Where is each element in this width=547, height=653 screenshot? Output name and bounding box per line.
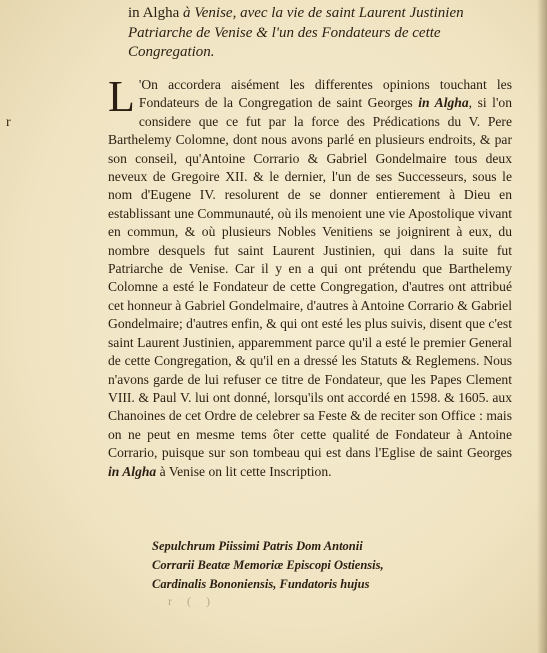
heading-line1-roman: in Algha — [128, 5, 183, 21]
faint-foot-marks: r ( ) — [168, 594, 216, 608]
heading-line1-italic: à Venise, avec la vie de saint Laurent Justinien — [183, 5, 464, 21]
body-italic-place2: in Algha — [108, 463, 157, 479]
heading-line2: Patriarche de Venise & l'un des Fondateurs de cette — [128, 24, 441, 41]
drop-cap: L — [108, 72, 135, 121]
inscription-line2: Corrarii Beatæ Memoriæ Episcopi Ostiensis, — [152, 558, 384, 572]
body-text-part1: 'On accordera aisément les differentes opinions touchant les Fondateurs de la Congregation de saint Georges — [138, 77, 512, 111]
latin-inscription — [152, 537, 452, 594]
body-italic-place1: in Algha — [418, 95, 469, 111]
margin-mark: r — [6, 115, 11, 130]
chapter-heading — [128, 4, 528, 63]
body-text-part2: , si l'on considere que ce fut par la force des Prédications du V. Pere Barthelemy Colomne, dont nous avons parlé en plusieurs endroits, & par son conseil, qu'Antoine Corrario & Gabriel Gondelmaire tous deux neveux de Gregoire XII. & le dernier, l'un de ses Successeurs, sous le nom d'Eugene IV. resolurent de se donner entierement à Dieu en establissant une Communauté, où ils menoient une vie Apostolique vivant en commun, & où plusieurs Nobles Venitiens se joignirent à eux, du nombre desquels fut saint Laurent Justinien, qui dans la suite fut Patriarche de Venise. Car il y en a qui ont prétendu que Barthelemy Colomne a esté le Fondateur de cette Congregation, d'autres ont attribué cet honneur à Gabriel Gondelmaire, d'autres à Antoine Corrario & Gabriel Gondelmaire; d'autres enfin, & qui ont esté les plus suivis, disent que c'est saint Laurent Justinien, apparemment parce qu'il a esté le premier General de cette Congregation, & qu'il en a dressé les Statuts & Reglemens. Nous n'avons garde de lui refuser ce titre de Fondateur, que les Papes Clement VIII. & Paul V. lui ont donné, lorsqu'ils ont accordé en 1598. & 1605. aux Chanoines de cet Ordre de celebrer sa Feste & de reciter son Office : mais on ne peut en mesme tems ôter cette qualité de Fondateur à Antoine Corrario, puisque sur son tombeau qui est dans l'Eglise de saint Georges — [108, 95, 513, 461]
page-edge-shadow — [537, 0, 547, 653]
heading-line3: Congregation. — [128, 44, 215, 60]
body-paragraph — [108, 72, 513, 481]
inscription-line3: Cardinalis Bononiensis, Fundatoris hujus — [152, 577, 370, 591]
inscription-line1: Sepulchrum Piissimi Patris Dom Antonii — [152, 539, 363, 553]
body-text-part3: à Venise on lit cette Inscription. — [156, 463, 332, 479]
